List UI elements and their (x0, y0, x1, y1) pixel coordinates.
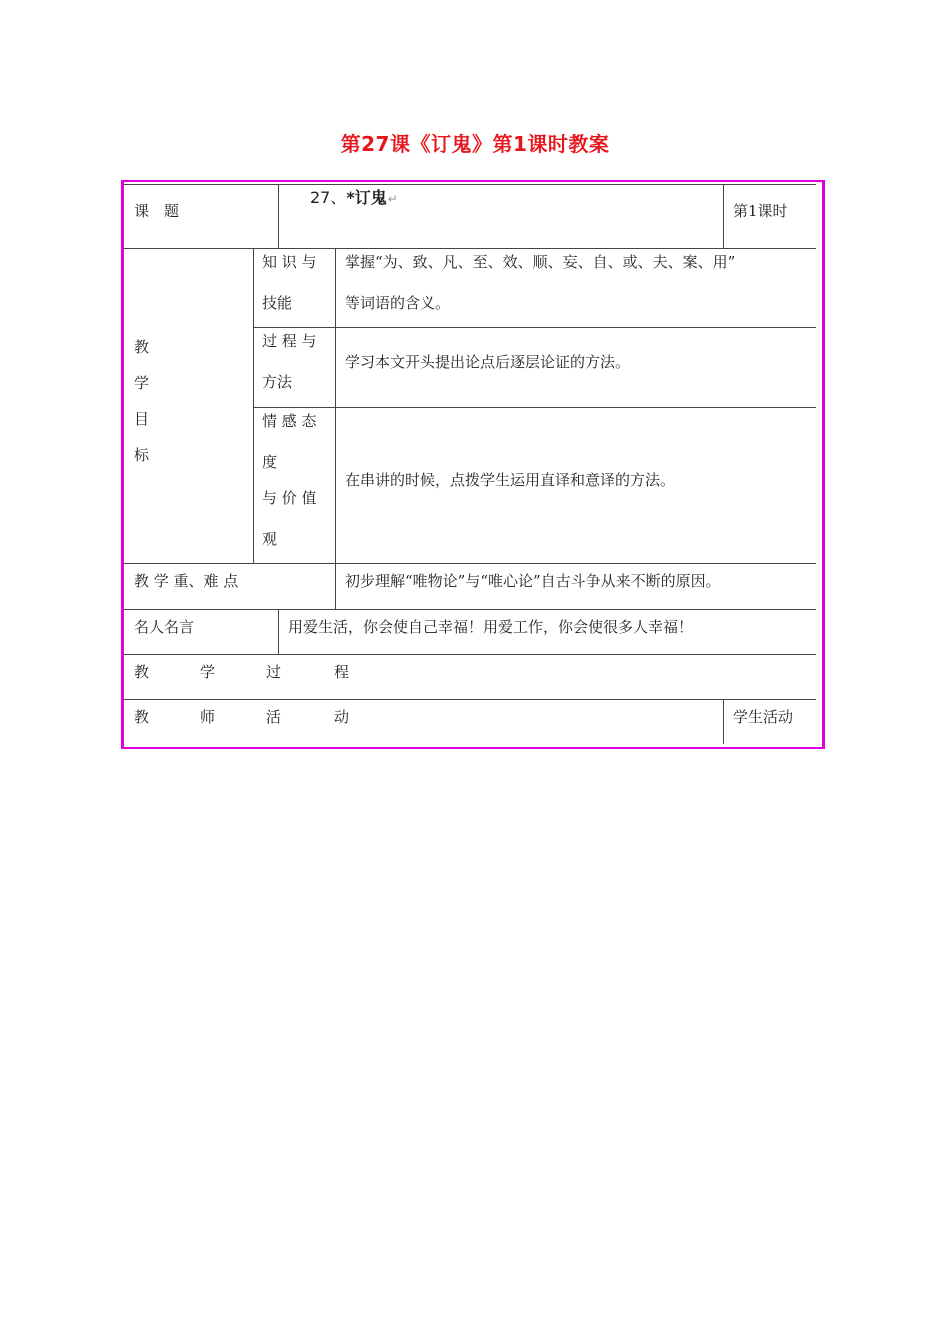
objectives-label-char: 教 (134, 338, 150, 356)
objective-emotion-label: 度 (262, 453, 278, 471)
row-divider (253, 407, 816, 408)
col-divider (278, 609, 279, 654)
teacher-label-char: 动 (334, 708, 350, 726)
objective-emotion-content: 在串讲的时候，点拨学生运用直译和意译的方法。 (345, 471, 676, 489)
objective-emotion-label: 与 价 值 (262, 489, 317, 507)
teacher-label-char: 活 (266, 708, 282, 726)
teacher-label-char: 教 (134, 708, 150, 726)
row-divider (253, 327, 816, 328)
process-label-char: 教 (134, 663, 150, 681)
topic-star: * (346, 188, 355, 207)
quote-content: 用爱生活，你会使自己幸福！用爱工作，你会使很多人幸福！ (288, 618, 694, 636)
objectives-label-char: 目 (134, 410, 150, 428)
row-divider (124, 248, 816, 249)
page-title: 第27课《订鬼》第1课时教案 (340, 132, 610, 156)
topic-label: 课 题 (134, 202, 180, 220)
col-divider (278, 184, 279, 248)
row-divider (124, 184, 816, 185)
objective-knowledge-content: 等词语的含义。 (345, 294, 451, 312)
topic-number: 27、 (310, 188, 347, 207)
objective-process-label: 过 程 与 (262, 332, 317, 350)
row-divider (124, 699, 816, 700)
objective-knowledge-label: 知 识 与 (262, 253, 317, 271)
lesson-topic (310, 188, 398, 209)
objective-emotion-label: 情 感 态 (262, 412, 317, 430)
row-divider (124, 563, 816, 564)
key-points-content: 初步理解“唯物论”与“唯心论”自古斗争从来不断的原因。 (345, 572, 721, 590)
col-divider (723, 699, 724, 744)
period-value: 第1课时 (733, 202, 788, 220)
objective-emotion-label: 观 (262, 530, 278, 548)
teacher-label-char: 师 (200, 708, 216, 726)
col-divider (253, 248, 254, 563)
objective-knowledge-label: 技能 (262, 294, 293, 312)
objectives-label-char: 标 (134, 446, 150, 464)
row-divider (124, 654, 816, 655)
process-label-char: 程 (334, 663, 350, 681)
objectives-label-char: 学 (134, 374, 150, 392)
col-divider (335, 248, 336, 609)
topic-value: 订鬼 (354, 188, 387, 207)
student-activity-label: 学生活动 (733, 708, 794, 726)
row-divider (124, 609, 816, 610)
process-label-char: 过 (266, 663, 282, 681)
col-divider (723, 184, 724, 248)
process-label-char: 学 (200, 663, 216, 681)
objective-process-content: 学习本文开头提出论点后逐层论证的方法。 (345, 353, 631, 371)
objective-knowledge-content: 掌握“为、致、凡、至、效、顺、妄、自、或、夫、案、用” (345, 253, 736, 271)
objective-process-label: 方法 (262, 373, 293, 391)
quote-label: 名人名言 (134, 618, 195, 636)
key-points-label: 教 学 重、难 点 (134, 572, 239, 590)
paragraph-mark-icon: ↵ (387, 192, 398, 206)
